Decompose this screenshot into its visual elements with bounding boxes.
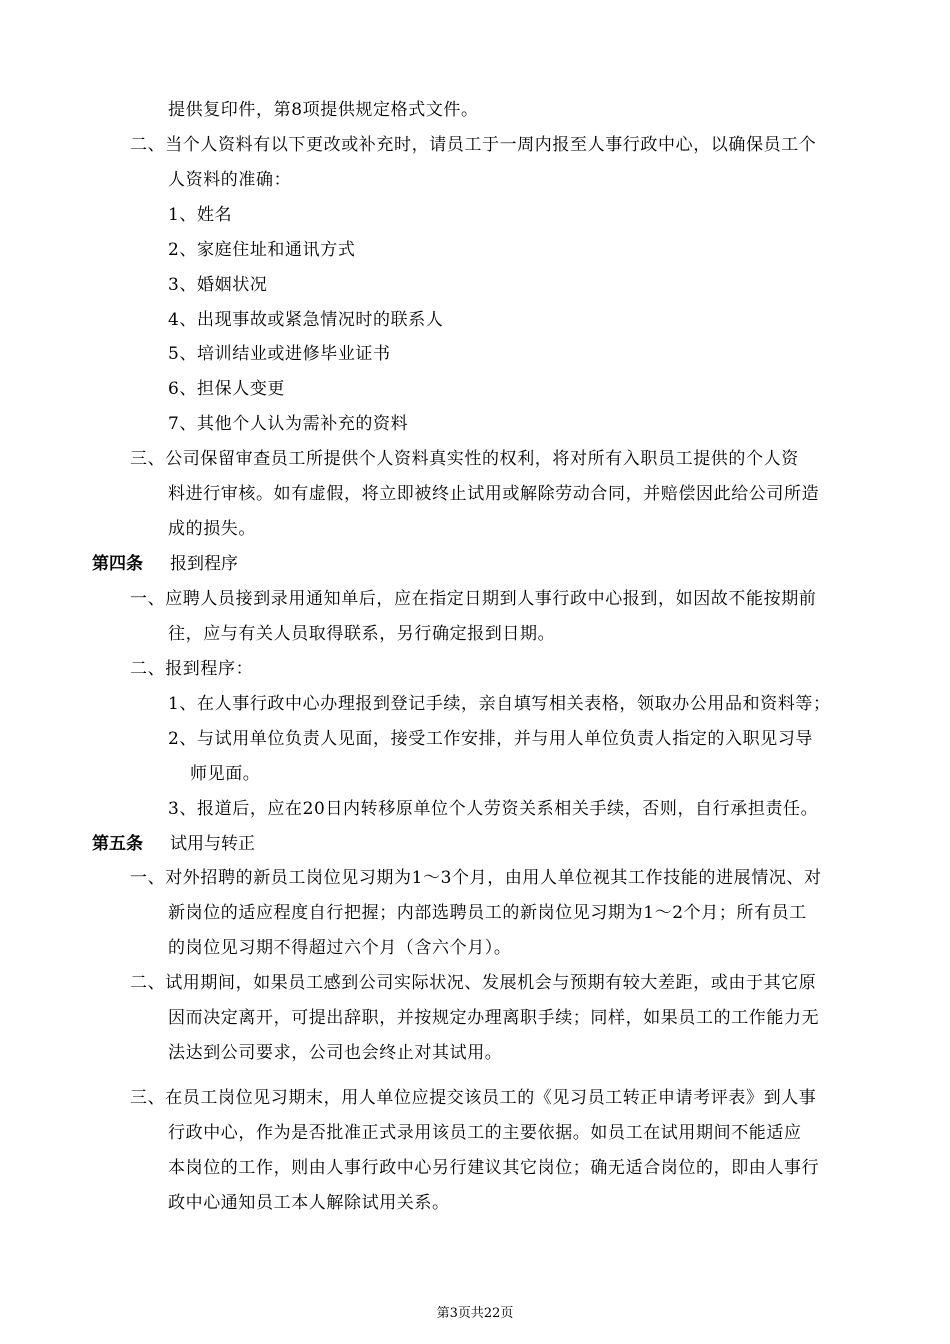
list-item: 3、报道后，应在20日内转移原单位个人劳资关系相关手续，否则，自行承担责任。 <box>168 799 819 819</box>
paragraph-line: 提供复印件，第8项提供规定格式文件。 <box>168 100 479 120</box>
list-item: 6、担保人变更 <box>168 379 286 399</box>
paragraph-line: 本岗位的工作，则由人事行政中心另行建议其它岗位；确无适合岗位的，即由人事行 <box>168 1158 820 1178</box>
article-number: 第五条 <box>92 834 143 854</box>
paragraph-line: 二、报到程序： <box>130 659 254 679</box>
paragraph-line: 二、试用期间，如果员工感到公司实际状况、发展机会与预期有较大差距，或由于其它原 <box>130 973 817 993</box>
article-title: 报到程序 <box>170 554 238 574</box>
paragraph-line: 政中心通知员工本人解除试用关系。 <box>168 1193 450 1213</box>
paragraph-line: 三、公司保留审查员工所提供个人资料真实性的权利，将对所有入职员工提供的个人资 <box>130 449 799 469</box>
paragraph-line: 新岗位的适应程度自行把握；内部选聘员工的新岗位见习期为1～2个月；所有员工 <box>168 903 807 923</box>
list-item: 7、其他个人认为需补充的资料 <box>168 414 409 434</box>
paragraph-line: 三、在员工岗位见习期末，用人单位应提交该员工的《见习员工转正申请考评表》到人事 <box>130 1088 817 1108</box>
article-title: 试用与转正 <box>170 834 255 854</box>
paragraph-line: 往，应与有关人员取得联系，另行确定报到日期。 <box>168 624 556 644</box>
article-heading <box>92 553 238 575</box>
list-item: 1、在人事行政中心办理报到登记手续，亲自填写相关表格，领取办公用品和资料等； <box>168 694 831 714</box>
paragraph-line: 师见面。 <box>190 764 261 784</box>
page-number-footer: 第3页共22页 <box>436 1306 514 1321</box>
paragraph-line: 成的损失。 <box>168 519 256 539</box>
list-item: 2、家庭住址和通讯方式 <box>168 240 356 260</box>
list-item: 2、与试用单位负责人见面，接受工作安排，并与用人单位负责人指定的入职见习导 <box>168 729 814 749</box>
paragraph-line: 一、应聘人员接到录用通知单后，应在指定日期到人事行政中心报到，如因故不能按期前 <box>130 589 817 609</box>
paragraph-line: 行政中心，作为是否批准正式录用该员工的主要依据。如员工在试用期间不能适应 <box>168 1123 802 1143</box>
paragraph-line: 法达到公司要求，公司也会终止对其试用。 <box>168 1043 503 1063</box>
list-item: 1、姓名 <box>168 205 233 225</box>
list-item: 4、出现事故或紧急情况时的联系人 <box>168 310 444 330</box>
paragraph-line: 因而决定离开，可提出辞职，并按规定办理离职手续；同样，如果员工的工作能力无 <box>168 1008 820 1028</box>
article-number: 第四条 <box>92 554 143 574</box>
paragraph-line: 的岗位见习期不得超过六个月（含六个月）。 <box>168 938 512 958</box>
paragraph-line: 二、当个人资料有以下更改或补充时，请员工于一周内报至人事行政中心，以确保员工个 <box>130 135 817 155</box>
paragraph-line: 人资料的准确： <box>168 170 292 190</box>
list-item: 5、培训结业或进修毕业证书 <box>168 344 391 364</box>
article-heading <box>92 833 255 855</box>
paragraph-line: 料进行审核。如有虚假，将立即被终止试用或解除劳动合同，并赔偿因此给公司所造 <box>168 484 820 504</box>
paragraph-line: 一、对外招聘的新员工岗位见习期为1～3个月，由用人单位视其工作技能的进展情况、对 <box>130 868 822 888</box>
list-item: 3、婚姻状况 <box>168 275 268 295</box>
